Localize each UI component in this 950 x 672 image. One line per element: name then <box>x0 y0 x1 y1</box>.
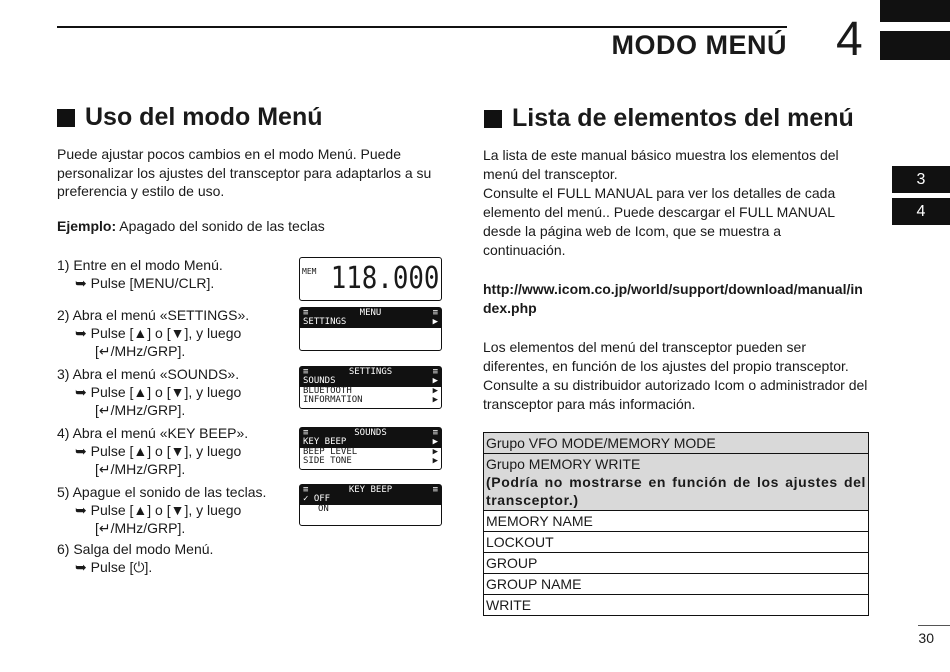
page-number-rule <box>918 625 950 626</box>
side-tab-4[interactable]: 4 <box>892 198 950 225</box>
step-line: [↵/MHz/GRP]. <box>95 461 186 477</box>
menu-items-table <box>483 432 869 616</box>
menu-item: WRITE <box>484 595 869 616</box>
table-row <box>484 595 869 616</box>
lcd-titlebar: ≡ KEY BEEP ≡ <box>300 485 441 495</box>
step-line: [↵/MHz/GRP]. <box>95 343 186 359</box>
lcd-row: ON <box>318 503 329 514</box>
right-para-3: Los elementos del menú del transceptor pueden ser diferentes, en función de los ajustes del propio transceptor. Consulte a su distribuidor autorizado Icom o administrador del transceptor para más información. <box>483 339 868 412</box>
menu-item: GROUP <box>484 553 869 574</box>
right-heading-text: Lista de elementos del menú <box>512 104 854 132</box>
square-bullet-icon <box>484 110 502 128</box>
left-intro: Puede ajustar pocos cambios en el modo Menú. Puede personalizar los ajustes del transceptor para adaptarlos a su preferencia y estilo de uso. <box>57 146 432 199</box>
example-line <box>57 217 449 236</box>
step-title: 4) Abra el menú «KEY BEEP». <box>57 425 249 441</box>
menu-item: LOCKOUT <box>484 532 869 553</box>
example-label: Ejemplo: <box>57 218 117 234</box>
menu-item: GROUP NAME <box>484 574 869 595</box>
page-number: 30 <box>918 630 934 646</box>
group-memory-write-note: (Podría no mostrarse en función de los ajustes del transceptor.) <box>486 474 866 508</box>
lcd-frequency <box>299 257 442 301</box>
example-text: Apagado del sonido de las teclas <box>119 218 325 234</box>
step-title: 2) Abra el menú «SETTINGS». <box>57 307 250 323</box>
table-row <box>484 553 869 574</box>
lcd-row: SETTINGS ▶ <box>300 318 441 328</box>
step-line: [↵/MHz/GRP]. <box>95 520 186 536</box>
lcd-titlebar: ≡ SETTINGS ≡ <box>300 367 441 377</box>
lcd-row: SOUNDS ▶ <box>300 377 441 387</box>
download-url-link[interactable]: http://www.icom.co.jp/world/support/download/manual/index.php <box>483 281 863 316</box>
right-para-1: La lista de este manual básico muestra los elementos del menú del transceptor. <box>483 147 839 182</box>
step-1 <box>57 256 223 292</box>
step-4 <box>57 424 248 478</box>
group-memory-write <box>484 454 869 511</box>
step-line: ➥ Pulse [▲] o [▼], y luego <box>75 384 242 400</box>
step-title: 3) Abra el menú «SOUNDS». <box>57 366 240 382</box>
chapter-tab-bar-top <box>880 0 950 22</box>
lcd-titlebar: ≡ MENU ≡ <box>300 308 441 318</box>
lcd-frequency-value: 118.000 <box>330 261 439 296</box>
lcd-row: KEY BEEP ▶ <box>300 438 441 448</box>
table-row <box>484 511 869 532</box>
lcd-title: MENU <box>359 308 382 318</box>
lcd-row: BEEP LEVEL ▶ <box>303 446 438 457</box>
step-line: ➥ Pulse [MENU/CLR]. <box>75 275 215 291</box>
menu-item: MEMORY NAME <box>484 511 869 532</box>
side-tab-3[interactable]: 3 <box>892 166 950 193</box>
right-para-2: Consulte el FULL MANUAL para ver los detalles de cada elemento del menú.. Puede descargar el FULL MANUAL desde la página web de Icom, que se muestra a continuación. <box>483 185 836 258</box>
left-heading-text: Uso del modo Menú <box>85 103 323 131</box>
step-3 <box>57 365 241 419</box>
table-row <box>484 574 869 595</box>
lcd-title: SOUNDS <box>354 428 387 438</box>
step-line: ➥ Pulse [▲] o [▼], y luego <box>75 325 242 341</box>
step-line: ➥ Pulse [⏻]. <box>75 559 153 575</box>
group-vfo-memory-mode: Grupo VFO MODE/MEMORY MODE <box>484 433 869 454</box>
step-line: ➥ Pulse [▲] o [▼], y luego <box>75 502 242 518</box>
lcd-keybeep <box>299 484 442 526</box>
lcd-mem-label: MEM <box>302 267 317 276</box>
square-bullet-icon <box>57 109 75 127</box>
lcd-row: BLUETOOTH ▶ <box>303 385 438 396</box>
lcd-settings <box>299 366 442 409</box>
step-title: 6) Salga del modo Menú. <box>57 541 214 557</box>
lcd-sounds <box>299 427 442 470</box>
lcd-row: ✓ OFF <box>300 495 441 505</box>
step-6 <box>57 540 213 576</box>
lcd-title: KEY BEEP <box>348 485 393 495</box>
table-row <box>484 532 869 553</box>
chapter-number: 4 <box>836 13 863 66</box>
right-section-heading <box>484 104 854 133</box>
step-line: ➥ Pulse [▲] o [▼], y luego <box>75 443 242 459</box>
table-row <box>484 454 869 511</box>
lcd-row: INFORMATION ▶ <box>303 395 438 405</box>
chapter-title: MODO MENÚ <box>611 30 787 60</box>
step-2 <box>57 306 249 360</box>
lcd-menu <box>299 307 442 351</box>
lcd-title: SETTINGS <box>348 367 393 377</box>
table-row <box>484 433 869 454</box>
header-rule <box>57 26 787 28</box>
step-title: 1) Entre en el modo Menú. <box>57 257 223 273</box>
step-title: 5) Apague el sonido de las teclas. <box>57 484 267 500</box>
chapter-tab-bar-bottom <box>880 31 950 60</box>
group-memory-write-title: Grupo MEMORY WRITE <box>486 456 641 472</box>
step-line: [↵/MHz/GRP]. <box>95 402 186 418</box>
lcd-row: SIDE TONE ▶ <box>303 456 438 466</box>
lcd-titlebar: ≡ SOUNDS ≡ <box>300 428 441 438</box>
step-5 <box>57 483 266 537</box>
left-section-heading <box>57 103 323 132</box>
